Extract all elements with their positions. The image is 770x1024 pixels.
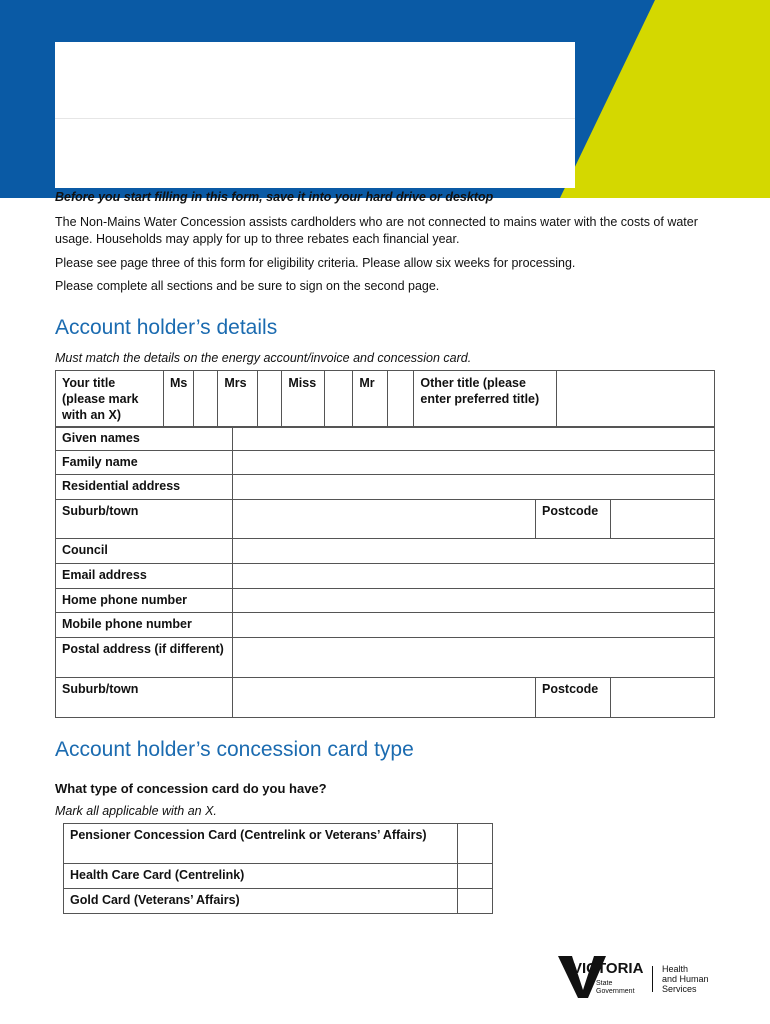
- postcode-label: Postcode: [536, 500, 611, 539]
- card-option-pensioner: Pensioner Concession Card (Centrelink or Veterans’ Affairs): [64, 824, 458, 864]
- card-checkbox-gold[interactable]: [458, 889, 493, 914]
- instructions-paragraph: Please complete all sections and be sure to sign on the second page.: [55, 279, 440, 293]
- email-label: Email address: [56, 564, 233, 589]
- intro-paragraph: The Non-Mains Water Concession assists cardholders who are not connected to mains water with the costs of water usage. Households may apply for up to three rebates each financial year.: [55, 215, 698, 246]
- title-table: [55, 370, 715, 428]
- logo-brand: VICTORIA: [572, 960, 644, 977]
- logo-sub2: Government: [596, 988, 635, 995]
- section-heading-account-details: Account holder’s details: [55, 316, 278, 339]
- title-option-mrs: Mrs: [218, 371, 258, 428]
- postal-suburb-label: Suburb/town: [56, 678, 233, 718]
- title-other-input[interactable]: [557, 371, 715, 428]
- logo-sub1: State: [596, 980, 613, 987]
- suburb-town-input[interactable]: [233, 500, 536, 539]
- logo-dept1: Health: [662, 964, 689, 974]
- victoria-logo-graphic: [558, 952, 728, 1002]
- postcode-input[interactable]: [611, 500, 715, 539]
- mobile-phone-label: Mobile phone number: [56, 613, 233, 638]
- title-checkbox-mrs[interactable]: [258, 371, 282, 428]
- residential-address-input[interactable]: [233, 475, 715, 500]
- title-option-ms: Ms: [164, 371, 194, 428]
- card-option-gold: Gold Card (Veterans’ Affairs): [64, 889, 458, 914]
- concession-question: What type of concession card do you have?: [55, 781, 327, 796]
- title-checkbox-mr[interactable]: [388, 371, 414, 428]
- postal-address-input[interactable]: [233, 638, 715, 678]
- residential-address-label: Residential address: [56, 475, 233, 500]
- postal-address-label: Postal address (if different): [56, 638, 233, 678]
- council-label: Council: [56, 539, 233, 564]
- council-input[interactable]: [233, 539, 715, 564]
- postal-suburb-input[interactable]: [233, 678, 536, 718]
- home-phone-label: Home phone number: [56, 589, 233, 613]
- title-label: Your title (please mark with an X): [56, 371, 164, 428]
- card-checkbox-pensioner[interactable]: [458, 824, 493, 864]
- logo-dept2: and Human: [662, 974, 709, 984]
- details-table: [55, 426, 715, 718]
- header-banner: [0, 0, 770, 198]
- email-input[interactable]: [233, 564, 715, 589]
- concession-card-table: [63, 823, 493, 914]
- given-names-label: Given names: [56, 427, 233, 451]
- title-option-mr: Mr: [353, 371, 388, 428]
- suburb-town-label: Suburb/town: [56, 500, 233, 539]
- given-names-input[interactable]: [233, 427, 715, 451]
- section-heading-concession-card: Account holder’s concession card type: [55, 738, 414, 761]
- title-checkbox-ms[interactable]: [194, 371, 218, 428]
- save-warning: Before you start filling in this form, save it into your hard drive or desktop: [55, 190, 494, 204]
- logo-dept3: Services: [662, 984, 697, 994]
- family-name-label: Family name: [56, 451, 233, 475]
- victoria-logo: [558, 952, 728, 1002]
- title-box: [55, 42, 575, 188]
- mobile-phone-input[interactable]: [233, 613, 715, 638]
- title-other-label: Other title (please enter preferred title): [414, 371, 557, 428]
- concession-note: Mark all applicable with an X.: [55, 804, 217, 818]
- title-option-miss: Miss: [282, 371, 325, 428]
- card-option-health-care: Health Care Card (Centrelink): [64, 864, 458, 889]
- home-phone-input[interactable]: [233, 589, 715, 613]
- card-checkbox-health-care[interactable]: [458, 864, 493, 889]
- processing-paragraph: Please see page three of this form for eligibility criteria. Please allow six weeks for processing.: [55, 256, 576, 270]
- account-details-note: Must match the details on the energy account/invoice and concession card.: [55, 351, 472, 365]
- postal-postcode-input[interactable]: [611, 678, 715, 718]
- postal-postcode-label: Postcode: [536, 678, 611, 718]
- family-name-input[interactable]: [233, 451, 715, 475]
- title-checkbox-miss[interactable]: [325, 371, 353, 428]
